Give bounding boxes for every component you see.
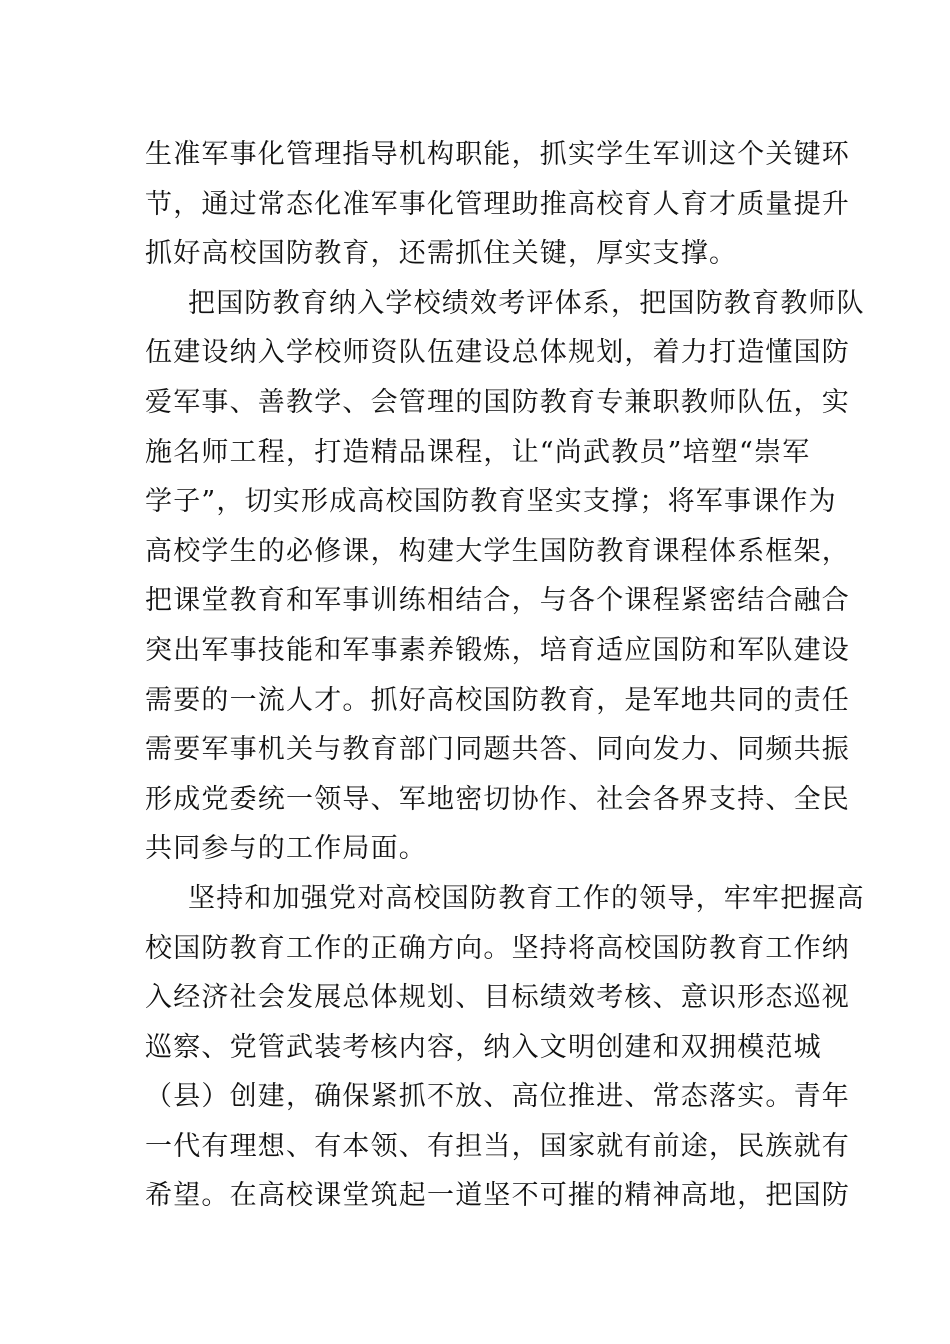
text-line: 抓好高校国防教育，还需抓住关键，厚实支撑。	[145, 238, 738, 270]
text-line: 形成党委统一领导、军地密切协作、社会各界支持、全民	[145, 783, 850, 815]
text-line: 希望。在高校课堂筑起一道坚不可摧的精神高地，把国防	[145, 1180, 850, 1212]
text-line: 学子”，切实形成高校国防教育坚实支撑；将军事课作为	[145, 486, 837, 518]
text-line: 需要的一流人才。抓好高校国防教育，是军地共同的责任	[145, 684, 850, 716]
text-line: 把课堂教育和军事训练相结合，与各个课程紧密结合融合	[145, 585, 850, 617]
text-line: （县）创建，确保紧抓不放、高位推进、常态落实。青年	[145, 1081, 850, 1113]
text-line: 校国防教育工作的正确方向。坚持将高校国防教育工作纳	[145, 932, 850, 964]
text-line: 共同参与的工作局面。	[145, 833, 427, 865]
text-line: 突出军事技能和军事素养锻炼，培育适应国防和军队建设	[145, 634, 850, 666]
text-line: 爱军事、善教学、会管理的国防教育专兼职教师队伍，实	[145, 386, 850, 418]
text-line: 生准军事化管理指导机构职能，抓实学生军训这个关键环	[145, 139, 850, 170]
text-line: 高校学生的必修课，构建大学生国防教育课程体系框架，	[145, 535, 850, 567]
text-line: 需要军事机关与教育部门同题共答、同向发力、同频共振	[145, 734, 850, 766]
text-line: 入经济社会发展总体规划、目标绩效考核、意识形态巡视	[145, 982, 850, 1014]
text-line: 一代有理想、有本领、有担当，国家就有前途，民族就有	[145, 1130, 850, 1162]
paragraph-start-line: 把国防教育纳入学校绩效考评体系，把国防教育教师队	[188, 287, 865, 319]
body-text	[145, 130, 865, 1221]
text-line: 伍建设纳入学校师资队伍建设总体规划，着力打造懂国防	[145, 337, 850, 369]
paragraph-start-line: 坚持和加强党对高校国防教育工作的领导，牢牢把握高	[188, 882, 865, 914]
text-line: 巡察、党管武装考核内容，纳入文明创建和双拥模范城	[145, 1031, 822, 1063]
text-line: 节，通过常态化准军事化管理助推高校育人育才质量提升	[145, 188, 850, 220]
text-line: 施名师工程，打造精品课程，让“尚武教员”培塑“崇军	[145, 436, 811, 468]
